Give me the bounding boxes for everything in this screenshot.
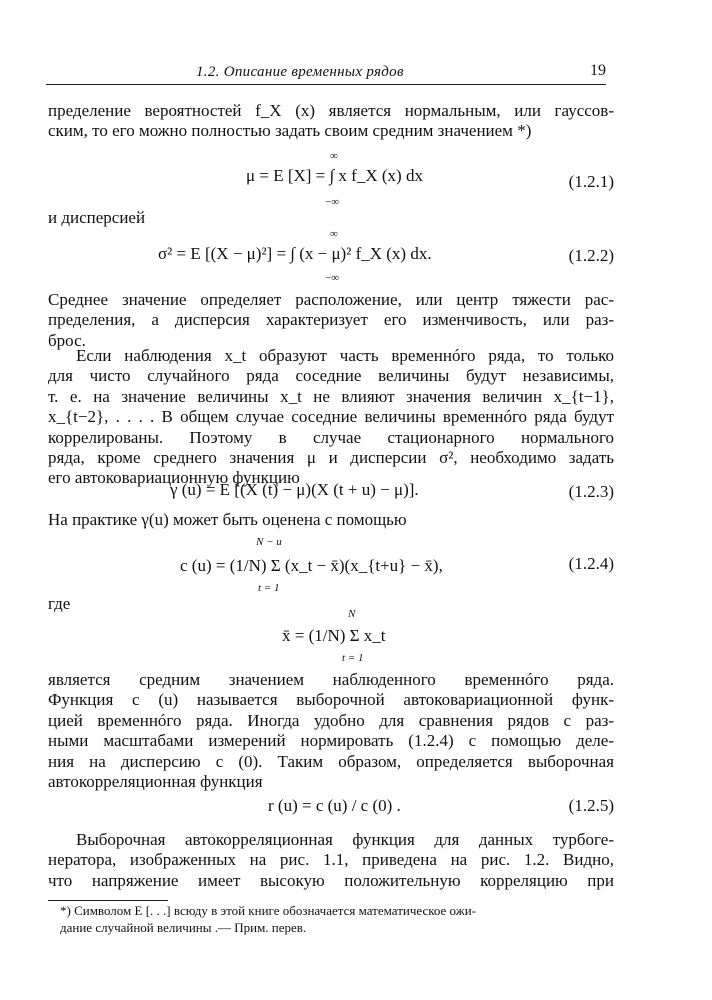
- footnote-line: *) Символом E [. . .] всюду в этой книге обозначается математическое ожи-: [60, 903, 477, 918]
- text-line: т. е. на значение величины x_t не влияют значения величин x_{t−1},: [48, 386, 614, 406]
- text-line: ским, то его можно полностью задать своим средним значением *): [48, 121, 532, 141]
- sum-lower-limit: t = 1: [342, 652, 364, 664]
- equation-1-2-3: γ (u) = E [(X (t) − μ)(X (t + u) − μ)].: [170, 480, 419, 499]
- text-line: Среднее значение определяет расположение, или центр тяжести рас-: [48, 290, 614, 309]
- text-line: ния на дисперсию c (0). Таким образом, определяется выборочная: [48, 751, 614, 771]
- equation-1-2-2: σ² = E [(X − μ)²] = ∫ (x − μ)² f_X (x) dx.: [158, 244, 432, 263]
- text-line: брос.: [48, 330, 86, 350]
- text-line: коррелированы. Поэтому в случае стационарного нормального: [48, 427, 614, 447]
- text-line: является средним значением наблюденного временнóго ряда.: [48, 670, 614, 689]
- section-title: 1.2. Описание временных рядов: [196, 64, 404, 80]
- integral-upper-limit: ∞: [330, 228, 338, 240]
- text-line: цией временнóго ряда. Иногда удобно для сравнения рядов с раз-: [48, 710, 614, 730]
- equation-number: (1.2.4): [568, 554, 614, 573]
- equation-number: (1.2.2): [568, 246, 614, 265]
- text-line: для чисто случайного ряда соседние величины будут независимы,: [48, 366, 614, 386]
- text-line: где: [48, 594, 71, 613]
- footnote-line: дание случайной величины .— Прим. перев.: [60, 920, 307, 935]
- paragraph-3: [48, 346, 614, 489]
- sum-upper-limit: N: [348, 608, 356, 620]
- equation-1-2-4: c (u) = (1/N) Σ (x_t − x̄)(x_{t+u} − x̄),: [180, 556, 443, 575]
- equation-number: (1.2.1): [568, 172, 614, 191]
- equation-1-2-1: μ = E [X] = ∫ x f_X (x) dx: [246, 166, 423, 185]
- paragraph-4: [48, 670, 614, 792]
- integral-lower-limit: −∞: [325, 272, 340, 284]
- equation-sample-mean: x̄ = (1/N) Σ x_t: [282, 626, 386, 645]
- text-line: его автоковариационную функцию: [48, 468, 300, 488]
- paragraph-5: [48, 830, 614, 891]
- running-header: [46, 62, 606, 85]
- equation-1-2-5: r (u) = c (u) / c (0) .: [268, 796, 401, 815]
- sum-lower-limit: t = 1: [258, 582, 280, 594]
- paragraph-1: [48, 101, 614, 142]
- equation-number: (1.2.5): [568, 796, 614, 815]
- text-line: нератора, изображенных на рис. 1.1, приведена на рис. 1.2. Видно,: [48, 850, 614, 870]
- text-line: автокорреляционная функция: [48, 771, 263, 791]
- text-line: Функция c (u) называется выборочной автоковариационной функ-: [48, 690, 614, 710]
- text-line: ными масштабами измерений нормировать (1.2.4) с помощью деле-: [48, 731, 614, 751]
- equation-number: (1.2.3): [568, 482, 614, 501]
- page-number: 19: [590, 62, 606, 79]
- text-line: что напряжение имеет высокую положительную корреляцию при: [48, 870, 614, 890]
- integral-lower-limit: −∞: [325, 196, 340, 208]
- footnote: [60, 902, 612, 936]
- text-line: Выборочная автокорреляционная функция для данных турбоге-: [76, 830, 614, 849]
- integral-upper-limit: ∞: [330, 150, 338, 162]
- text-line: На практике γ(u) может быть оценена с помощью: [48, 510, 407, 529]
- text-line: x_{t−2}, . . . . В общем случае соседние величины временнóго ряда будут: [48, 407, 614, 427]
- text-line: пределения, а дисперсия характеризует его изменчивость, или раз-: [48, 310, 614, 330]
- sum-upper-limit: N − u: [256, 536, 282, 548]
- footnote-rule: [48, 900, 168, 901]
- text-line: ряда, кроме среднего значения μ и дисперсии σ², необходимо задать: [48, 447, 614, 467]
- text-line: и дисперсией: [48, 208, 146, 227]
- text-line: Если наблюдения x_t образуют часть временнóго ряда, то только: [76, 346, 614, 365]
- text-line: пределение вероятностей f_X (x) является нормальным, или гауссов-: [48, 101, 614, 120]
- paragraph-2: [48, 290, 614, 351]
